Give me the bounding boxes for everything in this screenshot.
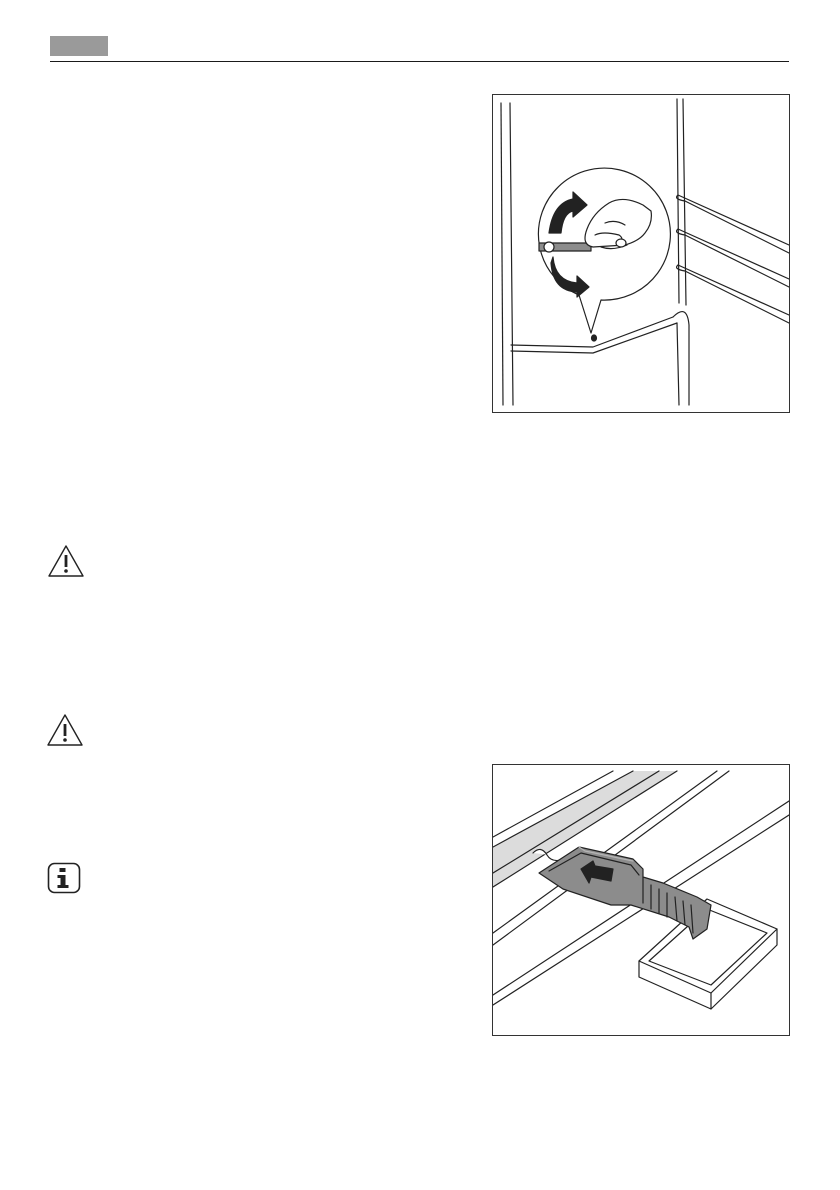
defrost-drain-hole-cleaning-illustration: [492, 94, 790, 413]
header-rule: [50, 61, 789, 62]
drain-cleaner-tool-illustration: [492, 764, 790, 1036]
header-tab: [50, 36, 108, 56]
warning-icon: [46, 713, 84, 747]
info-icon: [47, 862, 81, 894]
page-header: [50, 36, 789, 64]
warning-icon: [47, 544, 85, 578]
